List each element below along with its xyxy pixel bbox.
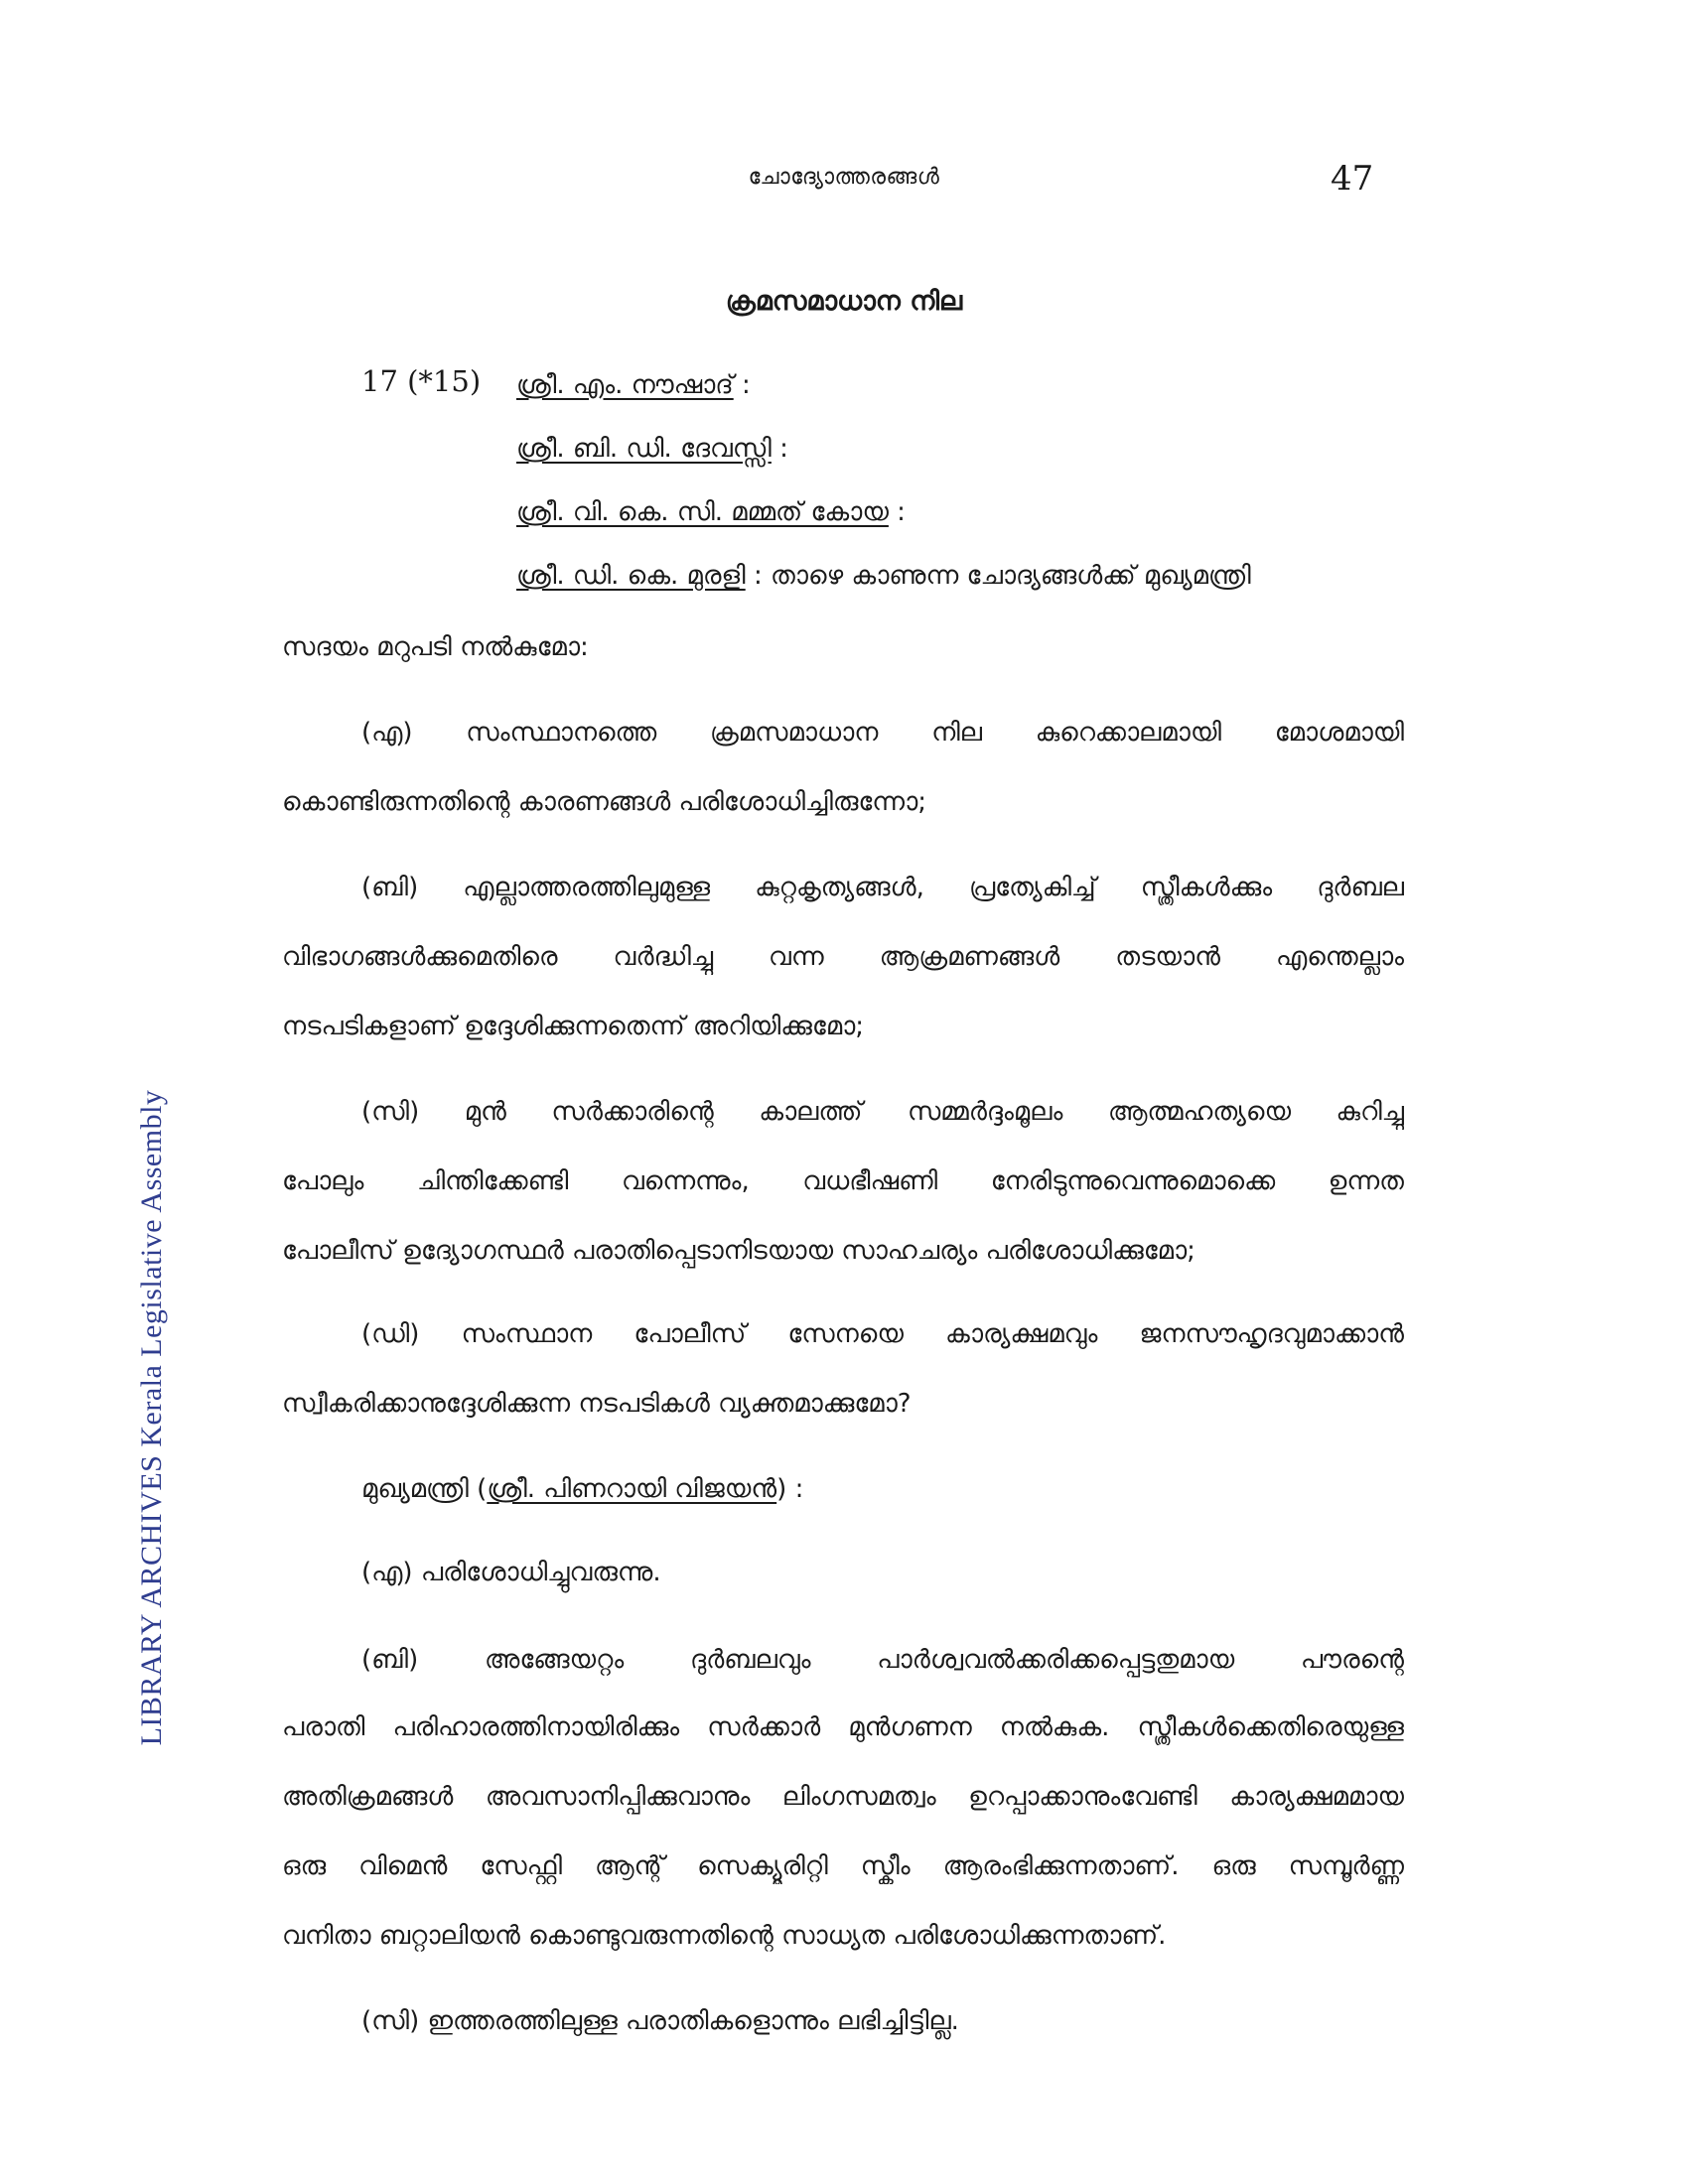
question-c-line: പോലീസ് ഉദ്യോഗസ്ഥർ പരാതിപ്പെടാനിടയായ സാഹചര്യം പരിശോധിക്കുമോ; [282, 1236, 1196, 1266]
answer-minister [361, 1471, 803, 1507]
question-d-line: സ്വീകരിക്കാനുദ്ദേശിക്കുന്ന നടപടികൾ വ്യക്തമാക്കുമോ? [282, 1389, 912, 1419]
member-name: ശ്രീ. വി. കെ. സി. മമ്മത് കോയ [516, 497, 889, 527]
answer-b-line: പരാതി പരിഹാരത്തിനായിരിക്കും സർക്കാർ മുൻഗണന നൽകുക. സ്ത്രീകൾക്കെതിരെയുള്ള [282, 1712, 1404, 1742]
section-title: ക്രമസമാധാന നില [725, 286, 963, 317]
answer-b-line: ഒരു വിമെൻ സേഫ്റ്റി ആന്റ് സെക്യൂരിറ്റി സ്കീം ആരംഭിക്കുന്നതാണ്. ഒരു സമ്പൂർണ്ണ [282, 1851, 1404, 1881]
question-c-line: പോലും ചിന്തിക്കേണ്ടി വന്നെന്നും, വധഭീഷണി നേരിടുന്നുവെന്നുമൊക്കെ ഉന്നത [282, 1166, 1404, 1196]
member-name: ശ്രീ. ഡി. കെ. മുരളി [516, 561, 746, 591]
member-name: ശ്രീ. എം. നൗഷാദ് [516, 370, 734, 400]
question-member-3: ശ്രീ. വി. കെ. സി. മമ്മത് കോയ : [516, 497, 906, 527]
question-c-line: (സി) മുൻ സർക്കാരിന്റെ കാലത്ത് സമ്മർദ്ദംമൂലം ആത്മഹത്യയെ കുറിച്ചു [361, 1097, 1404, 1127]
answer-b-line: അതിക്രമങ്ങൾ അവസാനിപ്പിക്കുവാനും ലിംഗസമത്വം ഉറപ്പാക്കാനുംവേണ്ടി കാര്യക്ഷമമായ [282, 1782, 1404, 1812]
question-a-line: (എ) സംസ്ഥാനത്തെ ക്രമസമാധാന നില കുറെക്കാലമായി മോശമായി [361, 718, 1404, 748]
minister-suffix: ) : [776, 1474, 804, 1504]
question-d-line: (ഡി) സംസ്ഥാന പോലീസ് സേനയെ കാര്യക്ഷമവും ജനസൗഹൃദവുമാക്കാൻ [361, 1319, 1404, 1349]
answer-b-line: വനിതാ ബറ്റാലിയൻ കൊണ്ടുവരുന്നതിന്റെ സാധ്യത പരിശോധിക്കുന്നതാണ്. [282, 1921, 1167, 1951]
side-watermark: LIBRARY ARCHIVES Kerala Legislative Assembly [135, 1089, 168, 1746]
question-member-1: ശ്രീ. എം. നൗഷാദ് : [516, 370, 751, 400]
question-member-4 [516, 558, 1251, 594]
question-b-line: വിഭാഗങ്ങൾക്കുമെതിരെ വർദ്ധിച്ചു വന്ന ആക്രമണങ്ങൾ തടയാൻ എന്തെല്ലാം [282, 942, 1404, 972]
page-header-title: ചോദ്യോത്തരങ്ങൾ [748, 165, 940, 190]
answer-b-line: (ബി) അങ്ങേയറ്റം ദുർബലവും പാർശ്വവൽക്കരിക്കപ്പെട്ടതുമായ പൗരന്റെ [361, 1645, 1404, 1675]
answer-a: (എ) പരിശോധിച്ചുവരുന്നു. [361, 1558, 661, 1587]
question-member-2: ശ്രീ. ബി. ഡി. ദേവസ്സി : [516, 434, 788, 464]
question-intro-line2: സദയം മറുപടി നൽകുമോ: [282, 632, 589, 662]
answer-c: (സി) ഇത്തരത്തിലുള്ള പരാതികളൊന്നും ലഭിച്ചിട്ടില്ല. [361, 2006, 959, 2036]
minister-title: മുഖ്യമന്ത്രി ( [361, 1474, 488, 1504]
page-number: 47 [1331, 159, 1374, 199]
question-b-line: (ബി) എല്ലാത്തരത്തിലുമുള്ള കുറ്റകൃത്യങ്ങൾ, പ്രത്യേകിച്ച് സ്ത്രീകൾക്കും ദുർബല [361, 873, 1404, 902]
member-name: ശ്രീ. ബി. ഡി. ദേവസ്സി [516, 434, 772, 464]
minister-name: ശ്രീ. പിണറായി വിജയൻ [487, 1474, 777, 1504]
question-intro-text: : താഴെ കാണുന്ന ചോദ്യങ്ങൾക്ക് മുഖ്യമന്ത്രി [753, 561, 1251, 591]
question-a-line: കൊണ്ടിരുന്നതിന്റെ കാരണങ്ങൾ പരിശോധിച്ചിരുന്നോ; [282, 787, 927, 817]
question-b-line: നടപടികളാണ് ഉദ്ദേശിക്കുന്നതെന്ന് അറിയിക്കുമോ; [282, 1012, 865, 1041]
question-number: 17 (*15) [361, 364, 482, 398]
